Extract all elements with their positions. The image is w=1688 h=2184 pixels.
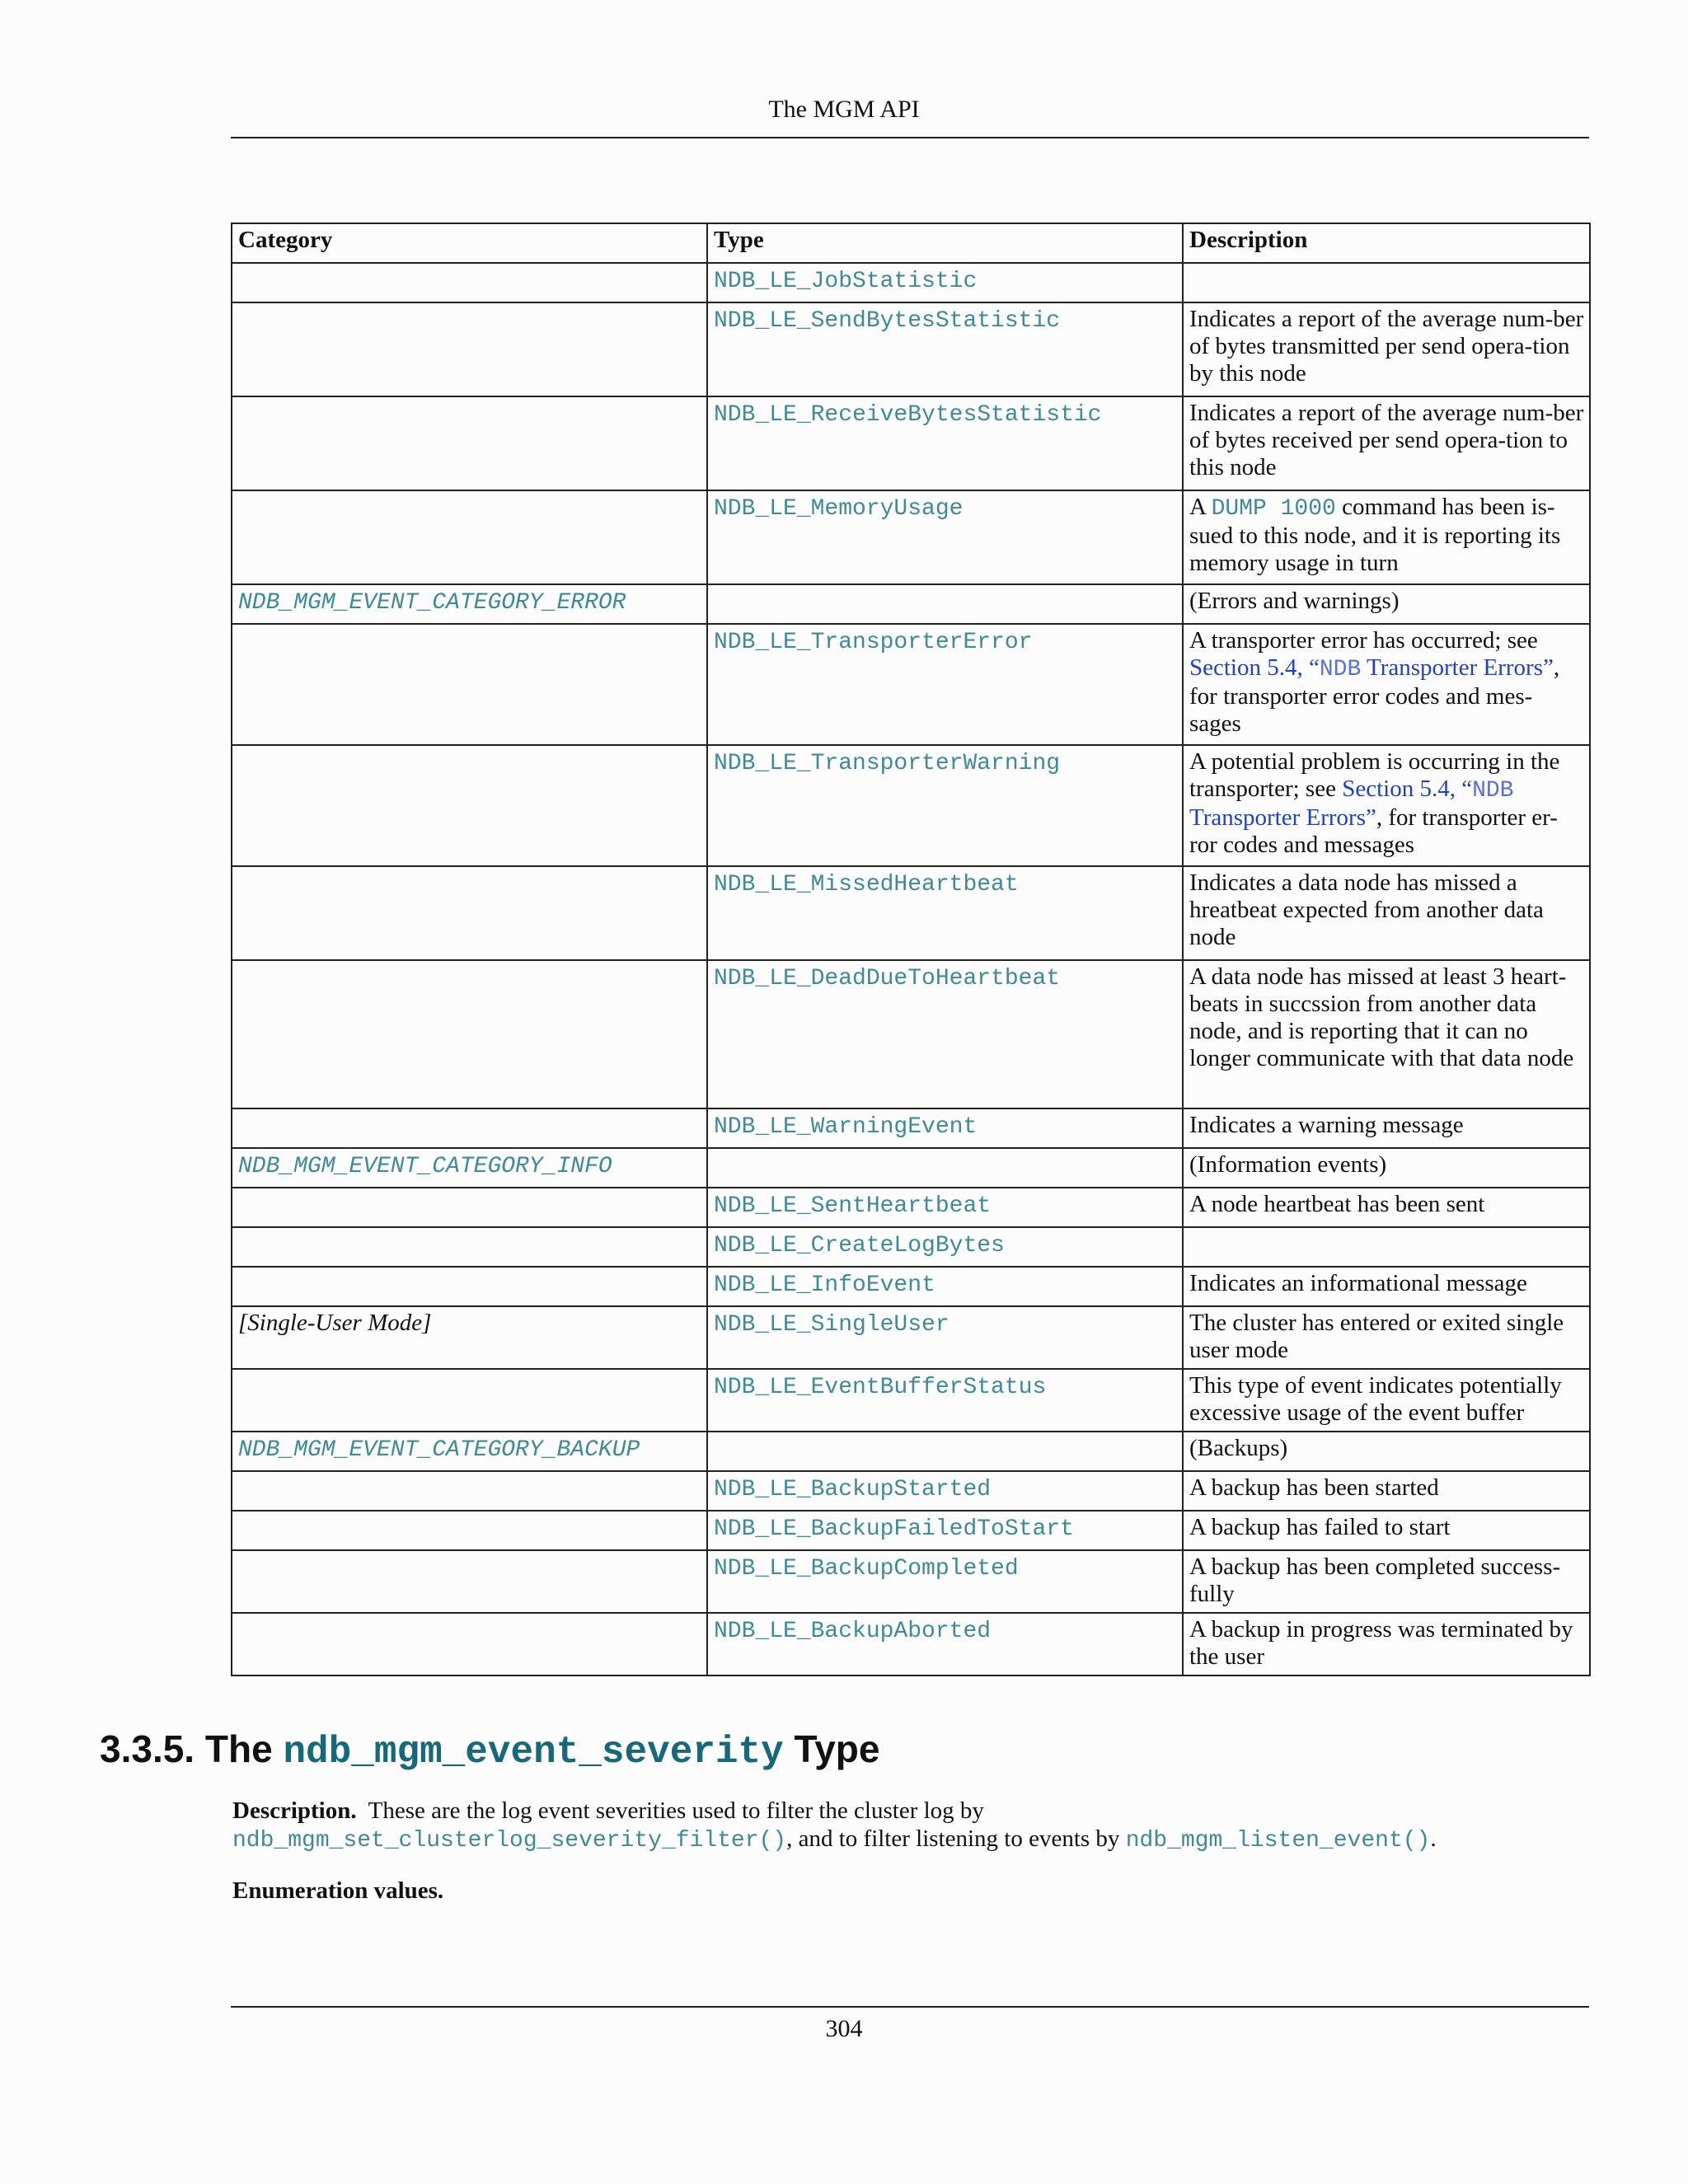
enumeration-label: Enumeration values. (232, 1877, 444, 1904)
type-cell (707, 1148, 1183, 1188)
description-cell: A backup has been completed success-fully (1183, 1550, 1590, 1613)
description-cell: A backup in progress was terminated by the user (1183, 1613, 1590, 1675)
table-row (232, 1550, 1590, 1613)
type-code: NDB_LE_InfoEvent (714, 1272, 935, 1298)
table-row (232, 1267, 1590, 1306)
type-code: NDB_LE_BackupAborted (714, 1619, 992, 1644)
table-row (232, 1613, 1590, 1675)
severity-filter-function: ndb_mgm_set_clusterlog_severity_filter() (232, 1828, 787, 1854)
category-cell (232, 302, 707, 396)
category-cell (232, 1188, 707, 1227)
category-cell (232, 1227, 707, 1267)
description-cell: A node heartbeat has been sent (1183, 1188, 1590, 1227)
table-header-row (232, 223, 1590, 263)
description-cell: A data node has missed at least 3 heart-beats in succssion from another data node, and is reporting that it can no longer communicate with that data node (1183, 960, 1590, 1108)
page-number: 304 (825, 2015, 863, 2042)
type-code: NDB_LE_BackupFailedToStart (714, 1516, 1074, 1542)
type-cell (707, 263, 1183, 302)
description-cell: (Backups) (1183, 1432, 1590, 1471)
category-cell (232, 1108, 707, 1148)
type-code: NDB_LE_MemoryUsage (714, 496, 964, 522)
description-text: . (1430, 1825, 1437, 1852)
description-cell (1183, 624, 1590, 745)
heading-suffix: Type (783, 1727, 880, 1770)
description-cell (1183, 263, 1590, 302)
table-row (232, 745, 1590, 866)
category-cell (232, 1550, 707, 1613)
type-cell (707, 1432, 1183, 1471)
type-code: NDB_LE_DeadDueToHeartbeat (714, 966, 1061, 991)
category-cell (232, 584, 707, 624)
description-cell: Indicates an informational message (1183, 1267, 1590, 1306)
category-code: NDB_MGM_EVENT_CATEGORY_BACKUP (238, 1437, 640, 1463)
link-text[interactable]: Transporter Errors” (1189, 804, 1376, 831)
table-row (232, 584, 1590, 624)
desc-text: A transporter error has occurred; see (1189, 627, 1538, 654)
category-cell (232, 960, 707, 1108)
table-row (232, 1148, 1590, 1188)
category-cell (232, 490, 707, 584)
heading-prefix: 3.3.5. The (100, 1727, 284, 1770)
link-text[interactable]: Section 5.4, “ (1189, 654, 1320, 681)
type-code: NDB_LE_WarningEvent (714, 1114, 978, 1140)
table-row (232, 1369, 1590, 1432)
description-paragraph (232, 1797, 1584, 1855)
category-cell (232, 1511, 707, 1550)
description-cell: Indicates a report of the average num-ber of bytes received per send opera-tion to this node (1183, 396, 1590, 490)
category-cell (232, 1267, 707, 1306)
link-code[interactable]: NDB (1472, 778, 1514, 804)
type-cell (707, 1471, 1183, 1511)
category-cell (232, 745, 707, 866)
table-row (232, 302, 1590, 396)
link-text[interactable]: Section 5.4, “ (1342, 776, 1473, 802)
type-cell (707, 584, 1183, 624)
footer-rule (231, 2006, 1589, 2008)
table-row (232, 1227, 1590, 1267)
description-cell (1183, 745, 1590, 866)
table-row (232, 1511, 1590, 1550)
event-types-table (231, 223, 1591, 1676)
type-cell (707, 1369, 1183, 1432)
description-cell (1183, 490, 1590, 584)
type-cell (707, 1227, 1183, 1267)
table-row (232, 866, 1590, 960)
category-code: NDB_MGM_EVENT_CATEGORY_ERROR (238, 590, 626, 616)
type-cell (707, 1511, 1183, 1550)
section-heading (100, 1727, 879, 1774)
category-text: [Single-User Mode] (238, 1310, 432, 1336)
type-code: NDB_LE_TransporterError (714, 630, 1033, 655)
description-cell: (Information events) (1183, 1148, 1590, 1188)
table-row (232, 624, 1590, 745)
table-row (232, 1306, 1590, 1369)
desc-text: , for transporter er-ror codes and messages (1189, 804, 1558, 858)
link-code[interactable]: NDB (1319, 657, 1362, 682)
category-cell (232, 263, 707, 302)
desc-text: , for transporter error codes and mes-sages (1189, 654, 1560, 737)
category-cell (232, 624, 707, 745)
running-header: The MGM API (768, 96, 920, 123)
type-code: NDB_LE_EventBufferStatus (714, 1375, 1047, 1400)
table-row (232, 1108, 1590, 1148)
description-cell (1183, 1227, 1590, 1267)
header-category: Category (232, 223, 707, 263)
description-cell: A backup has been started (1183, 1471, 1590, 1511)
section-link[interactable] (1189, 654, 1554, 681)
desc-text: A (1189, 494, 1212, 520)
type-cell (707, 1108, 1183, 1148)
heading-code: ndb_mgm_event_severity (283, 1731, 784, 1774)
table-row (232, 396, 1590, 490)
desc-text: A potential problem is occurring in the transporter; see (1189, 748, 1560, 802)
header-rule (231, 137, 1589, 138)
header-type: Type (707, 223, 1183, 263)
description-cell: This type of event indicates potentially excessive usage of the event buffer (1183, 1369, 1590, 1432)
dump-command-code: DUMP 1000 (1211, 496, 1336, 522)
type-cell (707, 302, 1183, 396)
category-cell (232, 1471, 707, 1511)
category-cell (232, 1306, 707, 1369)
description-label: Description. (232, 1797, 357, 1824)
link-text[interactable]: Transporter Errors” (1361, 654, 1554, 681)
description-cell: Indicates a report of the average num-ber of bytes transmitted per send opera-tion by this node (1183, 302, 1590, 396)
type-cell (707, 1188, 1183, 1227)
type-cell (707, 866, 1183, 960)
category-cell (232, 1369, 707, 1432)
description-text: These are the log event severities used to filter the cluster log by (368, 1797, 984, 1824)
type-code: NDB_LE_BackupStarted (714, 1477, 992, 1502)
type-code: NDB_LE_ReceiveBytesStatistic (714, 402, 1102, 428)
description-cell: A backup has failed to start (1183, 1511, 1590, 1550)
type-cell (707, 1613, 1183, 1675)
description-text: , and to filter listening to events by (786, 1825, 1126, 1852)
type-code: NDB_LE_JobStatistic (714, 269, 978, 294)
category-cell (232, 1432, 707, 1471)
category-code: NDB_MGM_EVENT_CATEGORY_INFO (238, 1154, 612, 1179)
type-cell (707, 745, 1183, 866)
type-code: NDB_LE_CreateLogBytes (714, 1233, 1005, 1258)
description-cell: The cluster has entered or exited single user mode (1183, 1306, 1590, 1369)
type-code: NDB_LE_BackupCompleted (714, 1556, 1019, 1582)
desc-text: command has been is-sued to this node, and it is reporting its memory usage in turn (1189, 494, 1561, 576)
description-cell: Indicates a warning message (1183, 1108, 1590, 1148)
type-code: NDB_LE_SendBytesStatistic (714, 308, 1061, 334)
type-code: NDB_LE_MissedHeartbeat (714, 872, 1019, 898)
listen-event-function: ndb_mgm_listen_event() (1125, 1828, 1431, 1854)
table-row (232, 490, 1590, 584)
type-code: NDB_LE_SentHeartbeat (714, 1193, 992, 1219)
type-cell (707, 490, 1183, 584)
type-code: NDB_LE_TransporterWarning (714, 751, 1061, 776)
category-cell (232, 1613, 707, 1675)
table-row (232, 960, 1590, 1108)
type-cell (707, 624, 1183, 745)
category-cell (232, 1148, 707, 1188)
type-cell (707, 396, 1183, 490)
description-cell: Indicates a data node has missed a hreatbeat expected from another data node (1183, 866, 1590, 960)
type-cell (707, 1267, 1183, 1306)
table-row (232, 263, 1590, 302)
type-cell (707, 960, 1183, 1108)
description-cell: (Errors and warnings) (1183, 584, 1590, 624)
type-code: NDB_LE_SingleUser (714, 1312, 950, 1338)
table-row (232, 1188, 1590, 1227)
type-cell (707, 1306, 1183, 1369)
header-description: Description (1183, 223, 1590, 263)
type-cell (707, 1550, 1183, 1613)
category-cell (232, 396, 707, 490)
category-cell (232, 866, 707, 960)
table-row (232, 1471, 1590, 1511)
table-row (232, 1432, 1590, 1471)
